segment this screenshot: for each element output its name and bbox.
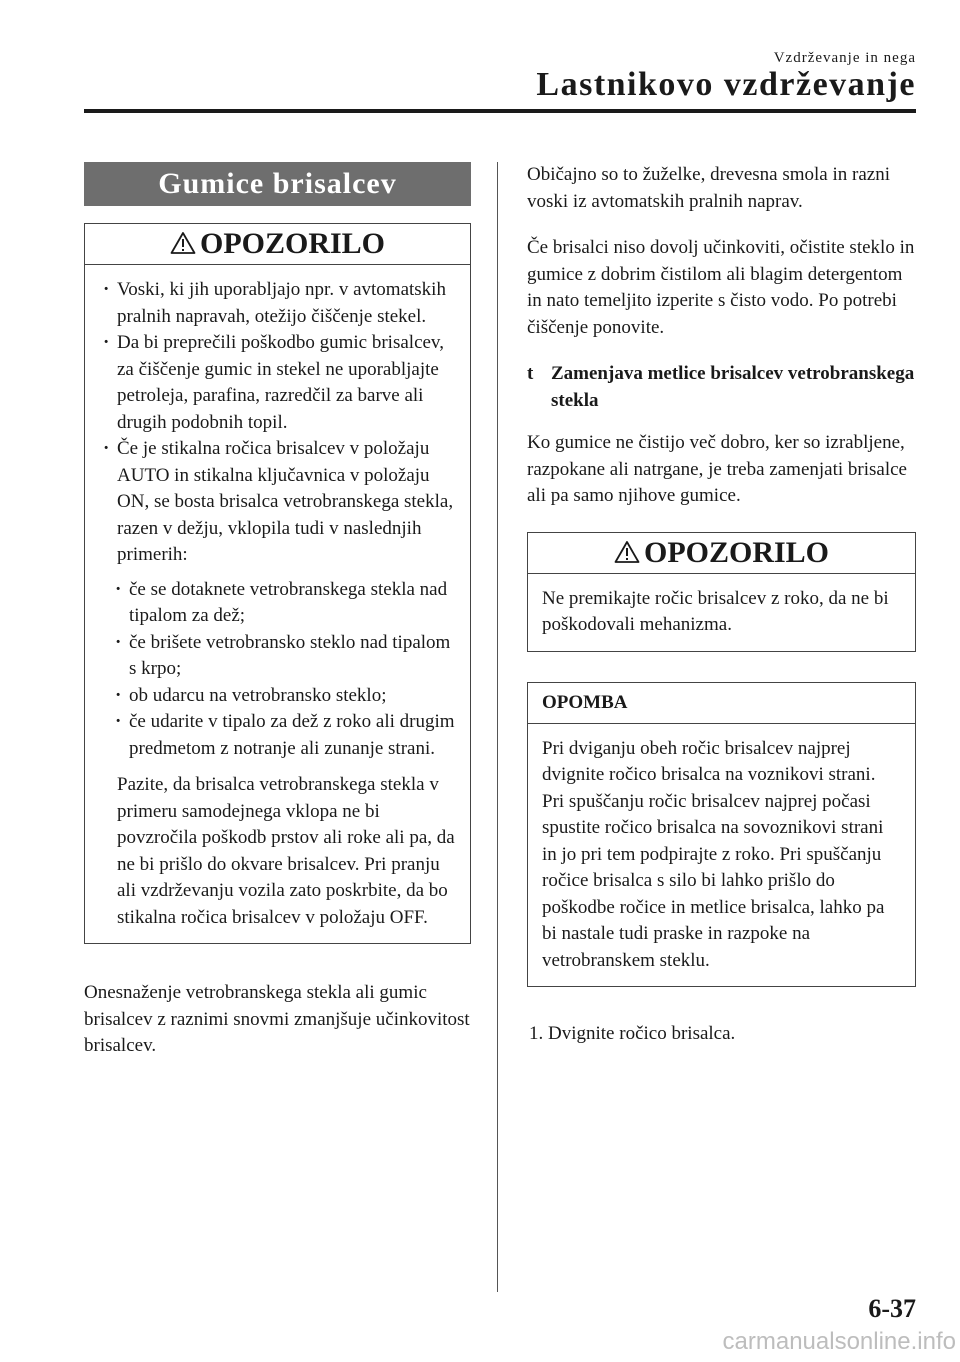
warning-item: · Voski, ki jih uporabljajo npr. v avtomatskih pralnih napravah, otežijo čiščenje stekel.	[99, 277, 456, 330]
warning-subitem: · če udarite v tipalo za dež z roko ali drugim predmetom z notranje ali zunanje strani.	[111, 709, 456, 762]
note-header: OPOMBA	[528, 683, 915, 724]
warning-title: OPOZORILO	[643, 535, 830, 569]
subsection-title: Zamenjava metlice brisalcev vetrobranskega stekla	[551, 363, 915, 411]
body-paragraph: Običajno so to žuželke, drevesna smola in razni voski iz avtomatskih pralnih naprav.	[527, 164, 890, 212]
warning-title: OPOZORILO	[199, 227, 386, 260]
body-paragraph: Ko gumice ne čistijo več dobro, ker so izrabljene, razpokane ali natrgane, je treba zamenjati brisalce ali pa samo njihove gumice.	[527, 432, 907, 506]
warning-box	[84, 223, 471, 944]
warning-list	[99, 277, 456, 569]
note-box	[527, 682, 916, 988]
warning-item: · Da bi preprečili poškodbo gumic brisalcev, za čiščenje gumic in stekel ne uporabljajte petroleja, parafina, razredčil za barve ali drugih podobnih topil.	[99, 330, 456, 436]
section-heading: Lastnikovo vzdrževanje	[536, 66, 916, 103]
warning-closing: Pazite, da brisalca vetrobranskega stekla v primeru samodejnega vklopa ne bi povzročila poškodb prstov ali roke ali pa, da ne bi prišlo do okvare brisalcev. Pri pranju ali vzdrževanju vozila zato poskrbite, da bo stikalna ročica brisalcev v položaju OFF.	[117, 774, 455, 928]
warning-box	[527, 532, 916, 652]
warning-triangle-icon	[614, 535, 640, 575]
subsection-marker: t	[527, 363, 534, 384]
warning-body	[528, 574, 915, 651]
page-number: 6-37	[868, 1294, 916, 1323]
warning-subitem: · če se dotaknete vetrobranskega stekla nad tipalom za dež;	[111, 577, 456, 630]
warning-triangle-icon	[170, 226, 196, 266]
warning-subitem: · ob udarcu na vetrobransko steklo;	[111, 683, 456, 710]
subsection-heading	[527, 361, 916, 414]
warning-header	[85, 224, 470, 265]
left-column	[84, 162, 471, 1060]
warning-subitem: · če brišete vetrobransko steklo nad tipalom s krpo;	[111, 630, 456, 683]
body-paragraph: Onesnaženje vetrobranskega stekla ali gumic brisalcev z raznimi snovmi zmanjšuje učinkovitost brisalcev.	[84, 982, 470, 1056]
watermark: carmanualsonline.info	[722, 1328, 956, 1355]
warning-header	[528, 533, 915, 574]
note-body	[528, 724, 915, 987]
chapter-label: Vzdrževanje in nega	[773, 50, 916, 66]
note-text: Pri dviganju obeh ročic brisalcev najprej dvignite ročico brisalca na voznikovi strani. Pri spuščanju ročic brisalcev najprej počasi spustite ročico brisalca na sovoznikovi strani in jo pri tem podpirajte z roko. Pri spuščanju ročice brisalca s silo bi lahko prišlo do poškodbe ročice in metlice brisalca, lahko pa bi nastale tudi praske in razpoke na vetrobranskem steklu.	[542, 737, 885, 971]
section-title: Gumice brisalcev	[84, 162, 471, 206]
numbered-step: 1. Dvignite ročico brisalca.	[529, 1023, 736, 1044]
body-paragraph: Če brisalci niso dovolj učinkoviti, očistite steklo in gumice z dobrim čistilom ali blagim detergentom in nato temeljito izperite s čisto vodo. Po potrebi čiščenje ponovite.	[527, 237, 915, 338]
right-column	[527, 162, 916, 1067]
column-divider	[497, 162, 498, 1292]
warning-sublist	[99, 577, 456, 763]
warning-item: · Če je stikalna ročica brisalcev v položaju AUTO in stikalna ključavnica v položaju ON, se bosta brisalca vetrobranskega stekla, razen v dežju, vklopila tudi v naslednjih primerih:	[99, 436, 456, 569]
warning-body	[85, 265, 470, 943]
warning-text: Ne premikajte ročic brisalcev z roko, da ne bi poškodovali mehanizma.	[542, 587, 889, 635]
header-rule	[84, 109, 916, 113]
